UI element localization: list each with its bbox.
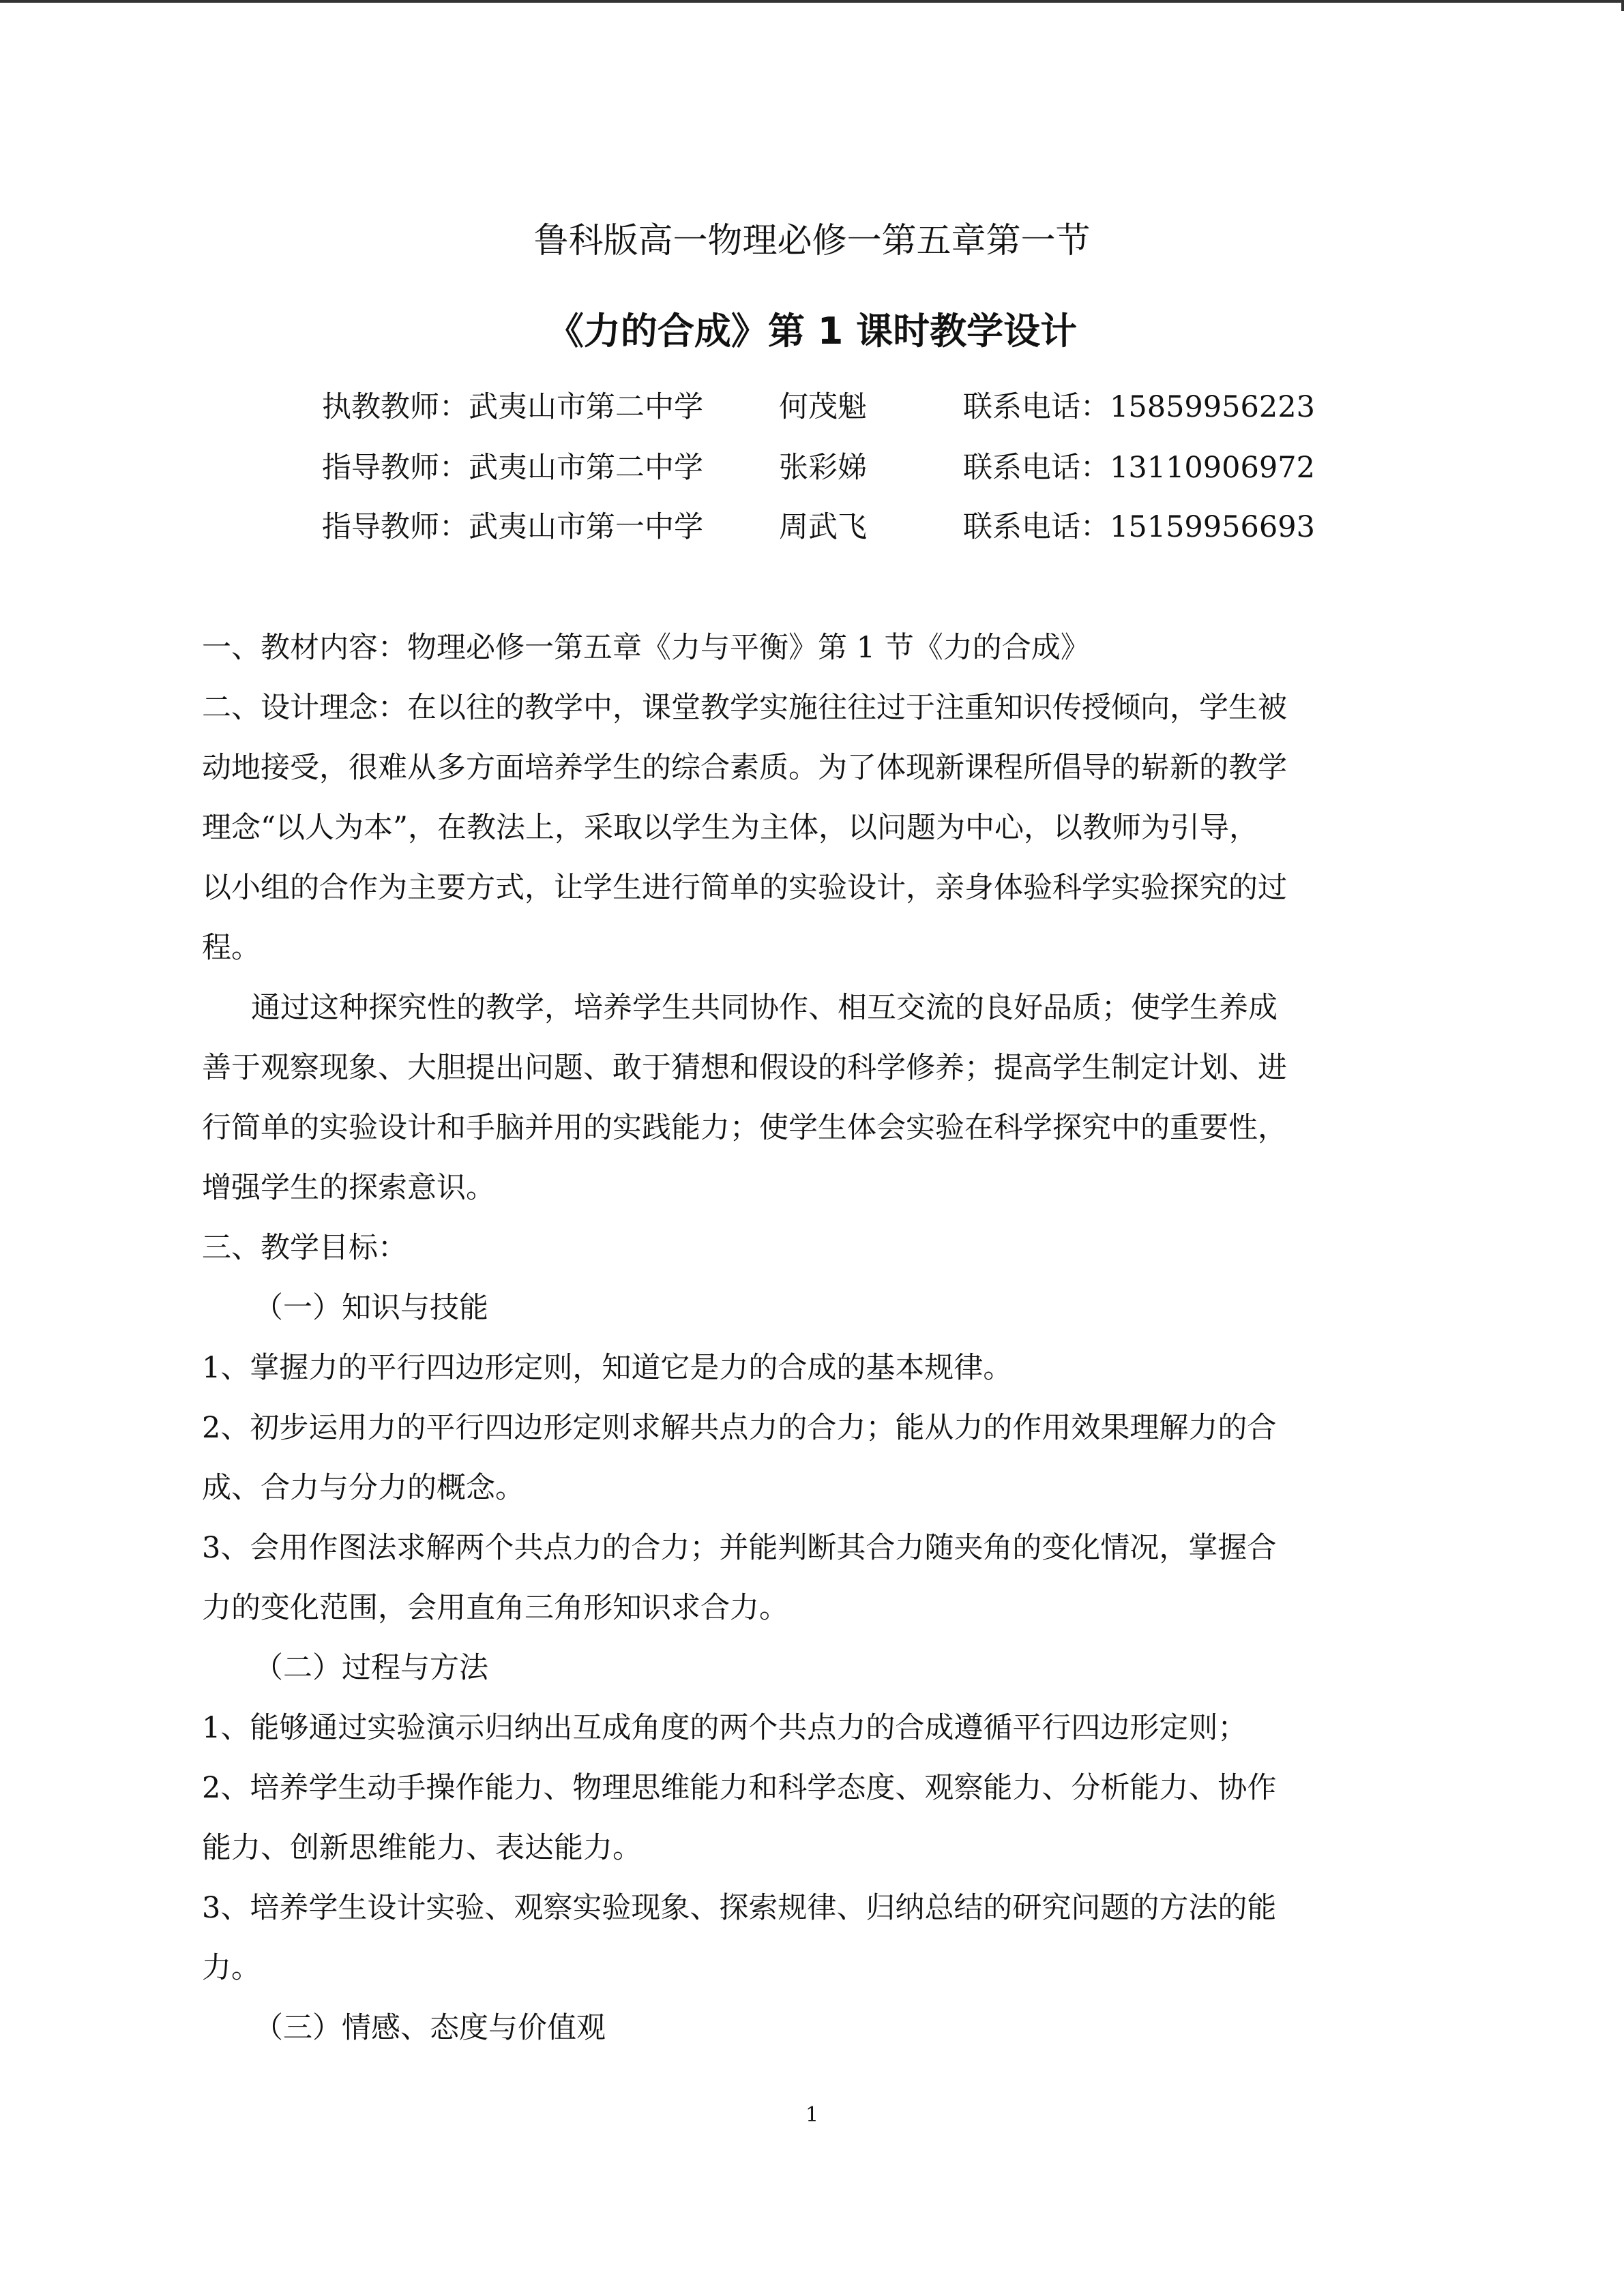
section-textbook-content: 一、教材内容：物理必修一第五章《力与平衡》第 1 节《力的合成》 [202, 631, 1090, 665]
list-item: 3、培养学生设计实验、观察实验现象、探索规律、归纳总结的研究问题的方法的能 [202, 1891, 1277, 1925]
page-right-border [1621, 0, 1624, 11]
paragraph-line: 增强学生的探索意识。 [202, 1171, 495, 1205]
teacher-row-guide-2 [322, 507, 1386, 548]
paragraph-line: 动地接受，很难从多方面培养学生的综合素质。为了体现新课程所倡导的崭新的教学 [202, 751, 1287, 785]
list-item-continuation: 成、合力与分力的概念。 [202, 1471, 525, 1505]
paragraph-line: 行简单的实验设计和手脑并用的实践能力；使学生体会实验在科学探究中的重要性， [202, 1111, 1287, 1145]
subsection-knowledge-skills: （一）知识与技能 [254, 1291, 488, 1325]
list-item: 1、掌握力的平行四边形定则，知道它是力的合成的基本规律。 [202, 1351, 1013, 1385]
teacher-role-school: 指导教师：武夷山市第一中学 [322, 510, 703, 544]
section-design-concept: 二、设计理念：在以往的教学中，课堂教学实施往往过于注重知识传授倾向，学生被 [202, 691, 1287, 725]
list-item-continuation: 力的变化范围，会用直角三角形知识求合力。 [202, 1591, 788, 1625]
paragraph-line: 程。 [202, 931, 261, 965]
teacher-name: 何茂魁 [779, 390, 867, 424]
list-item: 2、初步运用力的平行四边形定则求解共点力的合力；能从力的作用效果理解力的合 [202, 1411, 1277, 1445]
page-top-border [0, 0, 1624, 3]
teacher-phone: 联系电话：15859956223 [963, 390, 1315, 424]
list-item: 1、能够通过实验演示归纳出互成角度的两个共点力的合成遵循平行四边形定则； [202, 1711, 1247, 1745]
list-item-continuation: 能力、创新思维能力、表达能力。 [202, 1831, 642, 1865]
list-item: 3、会用作图法求解两个共点力的合力；并能判断其合力随夹角的变化情况，掌握合 [202, 1531, 1277, 1565]
paragraph-line: 通过这种探究性的教学，培养学生共同协作、相互交流的良好品质；使学生养成 [251, 991, 1278, 1025]
teacher-role-school: 执教教师：武夷山市第二中学 [322, 390, 703, 424]
teacher-phone: 联系电话：13110906972 [963, 451, 1315, 485]
teacher-row-guide-1 [322, 447, 1386, 488]
paragraph-line: 善于观察现象、大胆提出问题、敢于猜想和假设的科学修养；提高学生制定计划、进 [202, 1051, 1287, 1085]
subsection-process-methods: （二）过程与方法 [254, 1651, 488, 1685]
list-item-continuation: 力。 [202, 1951, 261, 1985]
teacher-phone: 联系电话：15159956693 [963, 510, 1315, 544]
teacher-name: 周武飞 [779, 510, 867, 544]
list-item: 2、培养学生动手操作能力、物理思维能力和科学态度、观察能力、分析能力、协作 [202, 1771, 1277, 1805]
paragraph-line: 理念“以人为本”，在教法上，采取以学生为主体，以问题为中心，以教师为引导， [202, 811, 1258, 845]
teacher-row-lead [322, 387, 1386, 428]
document-subtitle: 鲁科版高一物理必修一第五章第一节 [533, 221, 1091, 261]
teacher-role-school: 指导教师：武夷山市第二中学 [322, 451, 703, 485]
paragraph-line: 以小组的合作为主要方式，让学生进行简单的实验设计，亲身体验科学实验探究的过 [202, 871, 1287, 905]
section-teaching-goals: 三、教学目标： [202, 1231, 407, 1265]
teacher-name: 张彩娣 [779, 451, 867, 485]
document-title: 《力的合成》第 1 课时教学设计 [546, 310, 1078, 353]
page-number: 1 [805, 2103, 819, 2127]
subsection-emotion-values: （三）情感、态度与价值观 [254, 2011, 606, 2045]
